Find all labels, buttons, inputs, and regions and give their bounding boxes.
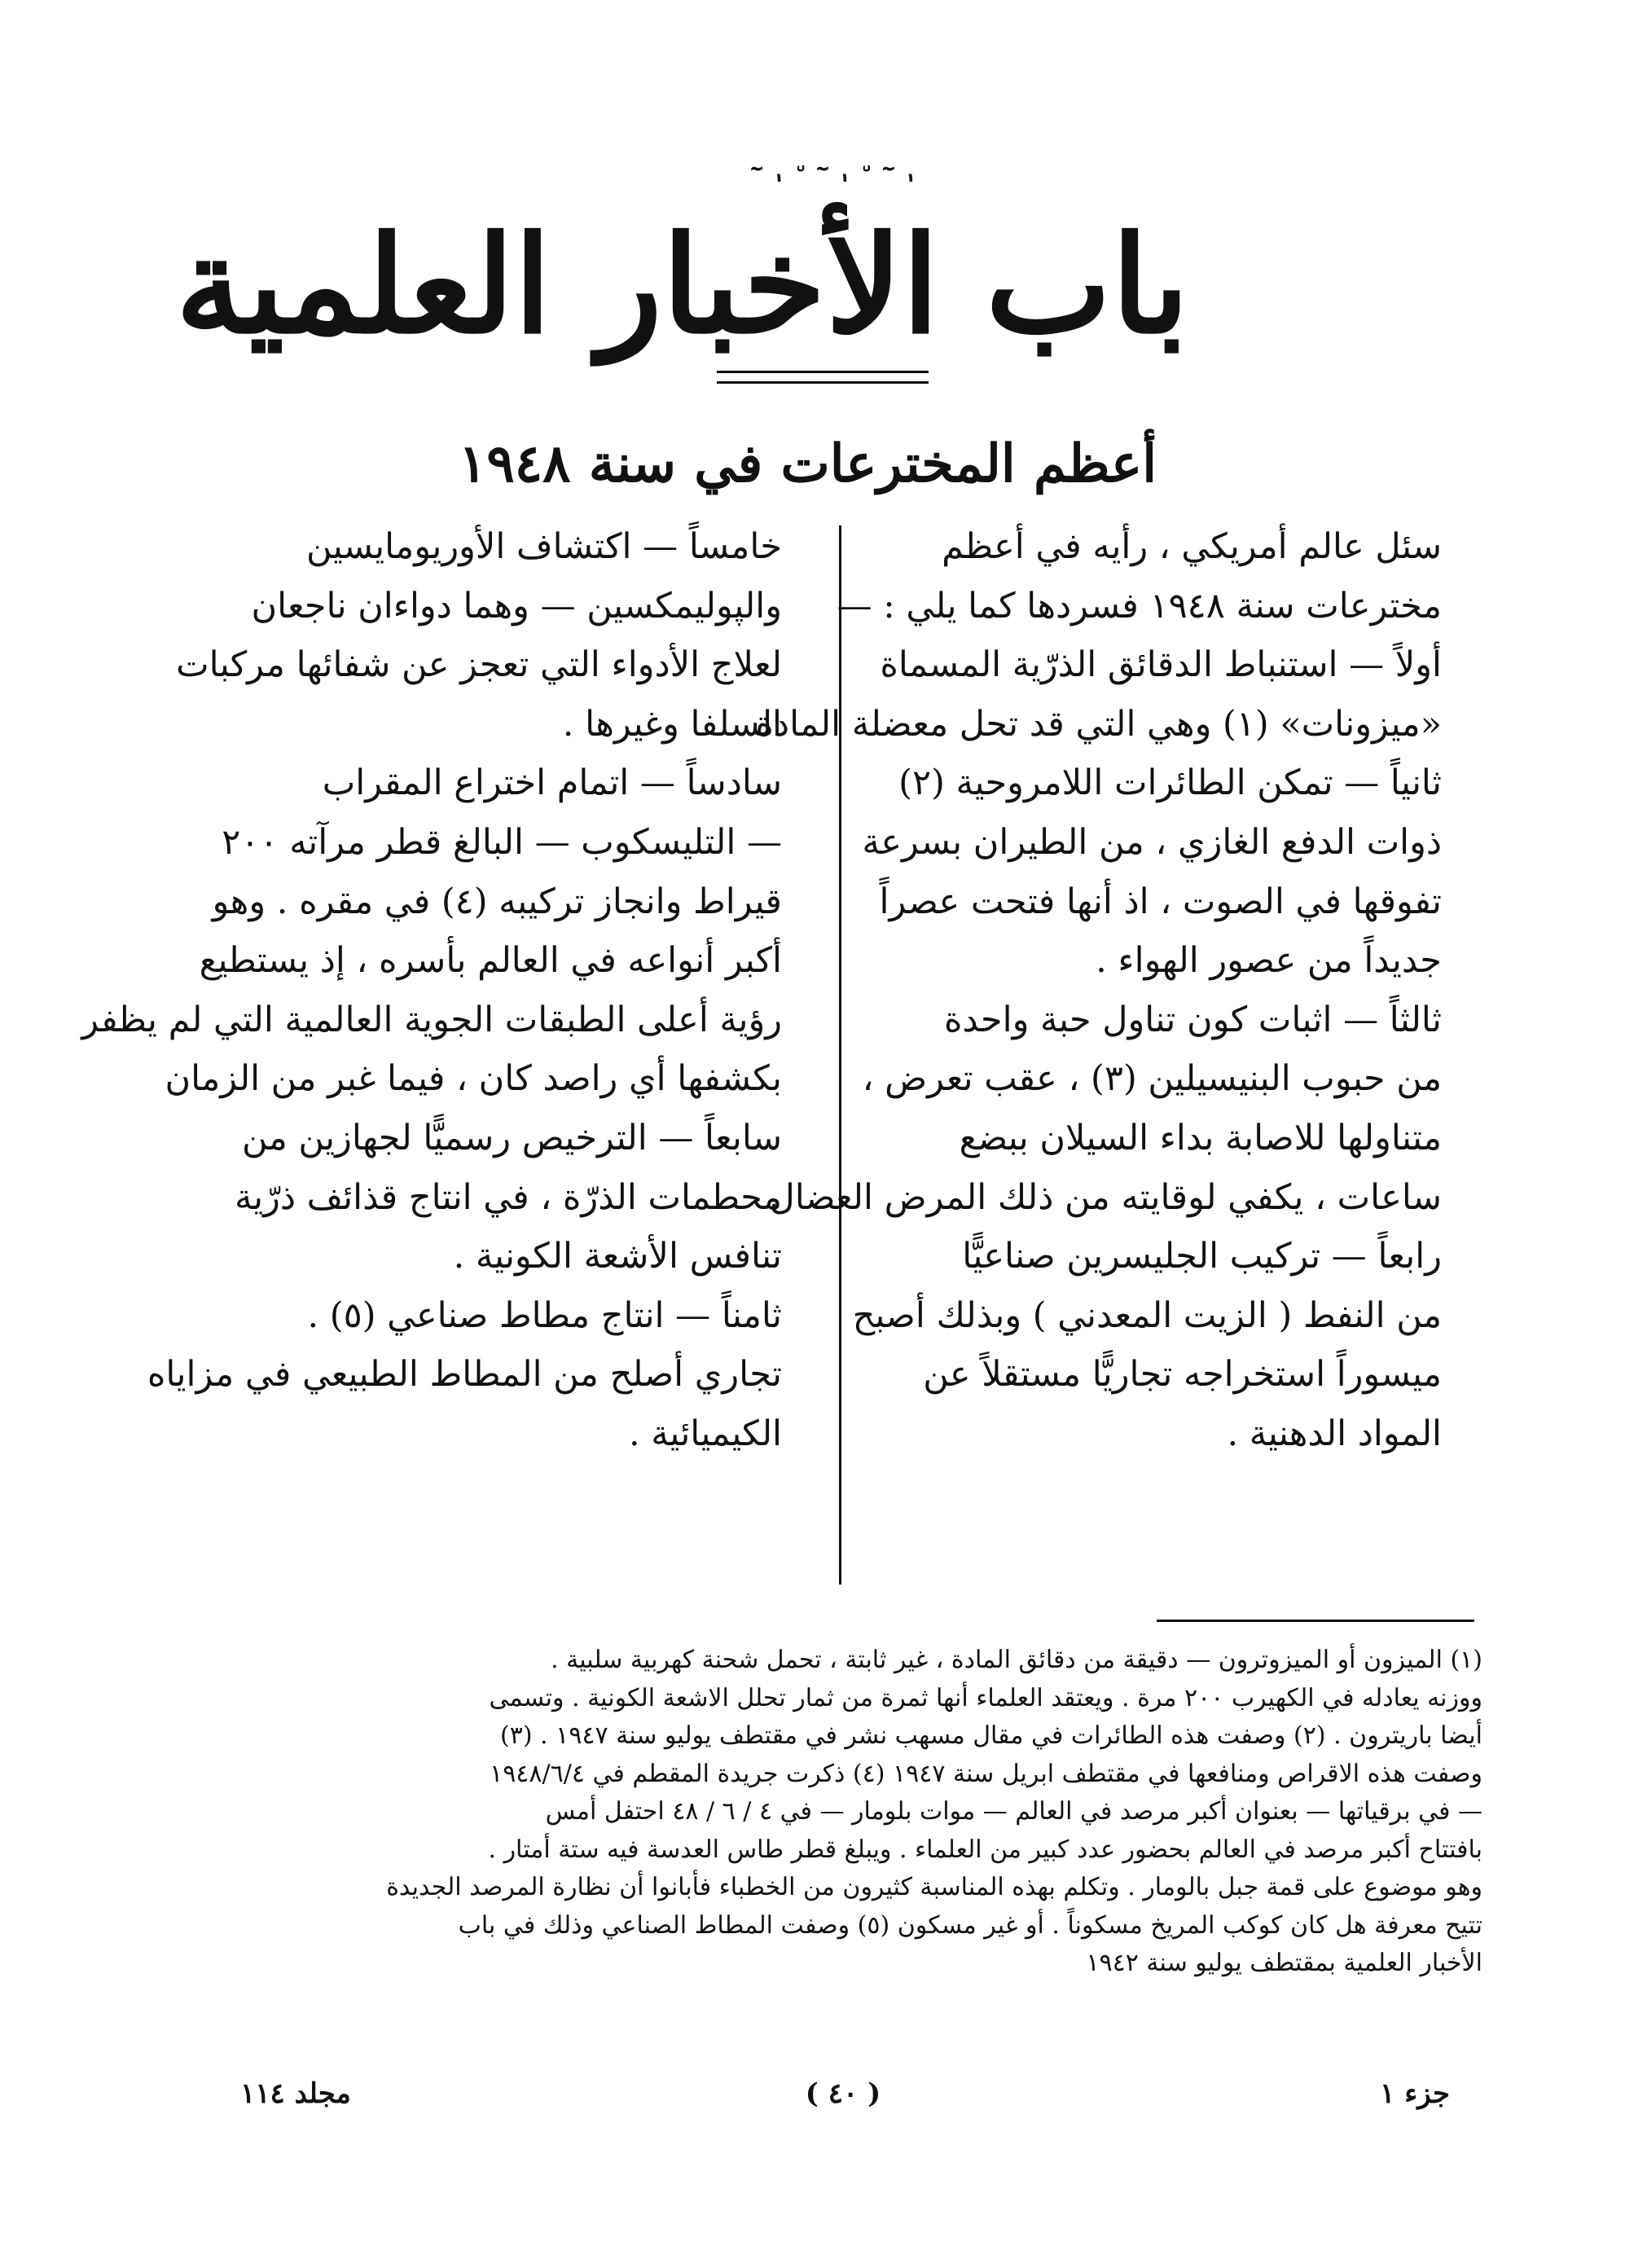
text-line: ثامناً — انتاج مطاط صناعي (٥) .: [307, 1294, 782, 1336]
footnote-rule: [1157, 1620, 1474, 1622]
footnote-line: — في برقياتها — بعنوان أكبر مرصد في العالم — موات بلومار — في ٤ / ٦ / ٤٨ احتفل أمس: [545, 1797, 1482, 1826]
text-line: ميسوراً استخراجه تجاريًّا مستقلاً عن: [923, 1354, 1442, 1396]
text-column-right: [755, 517, 1442, 1464]
text-line: سئل عالم أمريكي ، رأيه في أعظم: [942, 526, 1442, 567]
page-footer: [200, 2077, 1482, 2126]
section-masthead: [175, 155, 1189, 391]
text-line: «ميزونات» (١) وهي التي قد تحل معضلة المادة: [755, 703, 1442, 745]
text-line: والپوليمكسين — وهما دواءان ناجعان: [251, 585, 782, 626]
text-line: أولاً — استنباط الدقائق الذرّية المسماة: [880, 644, 1442, 686]
text-line: المواد الدهنية .: [1227, 1413, 1442, 1454]
column-divider: [839, 525, 841, 1585]
footnote-line: تتيح معرفة هل كان كوكب المريخ مسكوناً . أو غير مسكون (٥) وصفت المطاط الصناعي وذلك في باب: [458, 1910, 1482, 1940]
text-line: سادساً — اتمام اختراع المقراب: [322, 763, 782, 804]
footnotes-block: [200, 1642, 1482, 1983]
text-line: ثالثاً — اثبات كون تناول حبة واحدة: [943, 999, 1442, 1040]
footnote-line: وهو موضوع على قمة جبل بالومار . وتكلم بهذه المناسبة كثيرون من الخطباء فأبانوا أن نظارة المرصد الجديدة: [386, 1873, 1482, 1901]
title-double-rule: [717, 371, 929, 384]
text-line: من النفط ( الزيت المعدني ) وبذلك أصبح: [852, 1294, 1442, 1336]
text-line: ساعات ، يكفي لوقايته من ذلك المرض العضال: [769, 1176, 1442, 1218]
section-title: باب الأخبار العلمية: [175, 206, 1189, 363]
footnote-line: ووزنه يعادله في الكهيرب ٢٠٠ مرة . ويعتقد العلماء أنها ثمرة من ثمار تحلل الاشعة الكونية . وتسمى: [489, 1683, 1482, 1712]
text-line: محطمات الذرّة ، في انتاج قذائف ذرّية: [235, 1176, 782, 1218]
text-line: الكيميائية .: [628, 1413, 782, 1454]
text-line: تفوقها في الصوت ، اذ أنها فتحت عصراً: [879, 881, 1442, 922]
text-line: بكشفها أي راصد كان ، فيما غبر من الزمان: [165, 1058, 782, 1100]
issue-part-label: جزء ١: [1380, 2077, 1450, 2110]
volume-label: مجلد ١١٤: [240, 2077, 351, 2110]
masthead-diacritic-ornament: ٰ ٓ ٘ ٰ ٓ ٘ ٰ ٓ: [745, 157, 900, 201]
text-line: ذوات الدفع الغازي ، من الطيران بسرعة: [862, 821, 1442, 863]
footnote-line: الأخبار العلمية بمقتطف يوليو سنة ١٩٤٢: [1086, 1949, 1482, 1977]
footnote-line: أيضا باريترون . (٢) وصفت هذه الطائرات في مقال مسهب نشر في مقتطف يوليو سنة ١٩٤٧ . (٣): [499, 1721, 1482, 1750]
text-line: لعلاج الأدواء التي تعجز عن شفائها مركبات: [176, 644, 782, 686]
text-column-left: [81, 517, 782, 1464]
text-line: رابعاً — تركيب الجليسرين صناعيًّا: [962, 1236, 1442, 1277]
text-line: من حبوب البنيسيلين (٣) ، عقب تعرض ،: [862, 1058, 1442, 1100]
text-line: مخترعات سنة ١٩٤٨ فسردها كما يلي : —: [837, 585, 1442, 626]
text-line: تجاري أصلح من المطاط الطبيعي في مزاياه: [147, 1354, 782, 1396]
text-line: السلفا وغيرها .: [562, 703, 782, 745]
text-line: جديداً من عصور الهواء .: [1096, 940, 1442, 982]
text-line: أكبر أنواعه في العالم بأسره ، إذ يستطيع: [199, 940, 782, 982]
article-headline: أعظم المخترعات في سنة ١٩٤٨: [458, 433, 1157, 494]
text-line: تنافس الأشعة الكونية .: [453, 1236, 782, 1277]
text-line: سابعاً — الترخيص رسميًّا لجهازين من: [241, 1117, 782, 1158]
text-line: متناولها للاصابة بداء السيلان ببضع: [959, 1117, 1442, 1158]
footnote-line: وصفت هذه الاقراص ومنافعها في مقتطف ابريل سنة ١٩٤٧ (٤) ذكرت جريدة المقطم في ١٩٤٨/٦/٤: [490, 1759, 1482, 1788]
text-line: — التليسكوب — البالغ قطر مرآته ٢٠٠: [222, 821, 782, 863]
text-line: قيراط وانجاز تركيبه (٤) في مقره . وهو: [212, 881, 782, 922]
text-line: رؤية أعلى الطبقات الجوية العالمية التي لم يظفر: [81, 999, 782, 1040]
text-line: ثانياً — تمكن الطائرات اللامروحية (٢): [898, 763, 1442, 804]
page-number: ( ٤٠ ): [805, 2077, 881, 2110]
text-line: خامساً — اكتشاف الأوريومايسين: [306, 526, 782, 567]
footnote-line: بافتتاح أكبر مرصد في العالم بحضور عدد كبير من العلماء . ويبلغ قطر طاس العدسة فيه ستة أمتار .: [488, 1835, 1482, 1864]
footnote-line: (١) الميزون أو الميزوترون — دقيقة من دقائق المادة ، غير ثابتة ، تحمل شحنة كهربية سلبية .: [551, 1646, 1482, 1674]
